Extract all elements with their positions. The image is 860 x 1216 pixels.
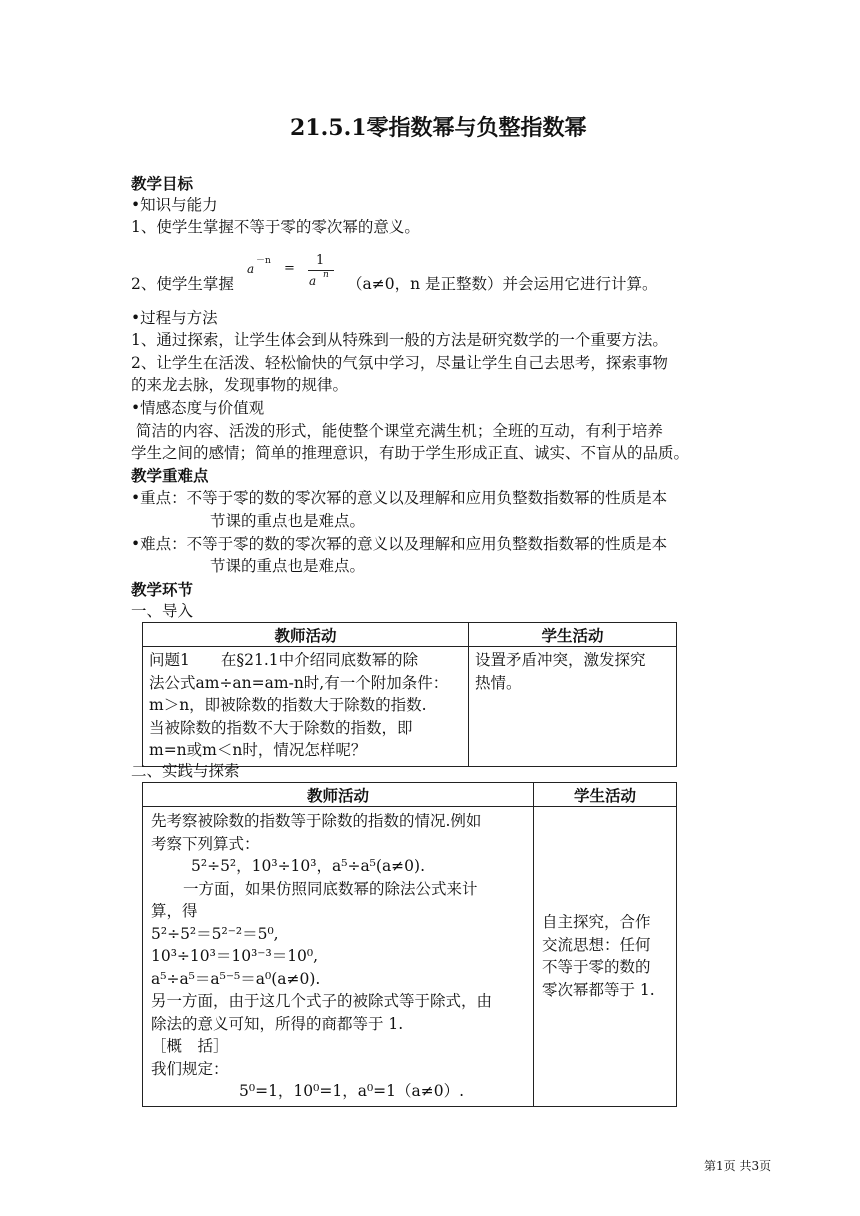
difficulty-line-2: 节课的重点也是难点。	[210, 557, 366, 575]
text-line: 我们规定：	[151, 1059, 229, 1078]
knowledge-item-2-suffix: （a≠0，n 是正整数）并会运用它进行计算。	[347, 275, 658, 293]
focus-line-2: 节课的重点也是难点。	[210, 512, 366, 530]
step-1-label: 一、导入	[131, 602, 194, 620]
formula-denominator-base: a	[309, 274, 317, 288]
formula	[246, 252, 341, 292]
fraction-bar	[308, 270, 334, 271]
text-line: m=n或m＜n时，情况怎样呢？	[149, 741, 367, 759]
teacher-activity-header: 教师活动	[143, 783, 534, 807]
text-line: 考察下列算式：	[151, 834, 260, 853]
table-row	[143, 807, 677, 1107]
teacher-activity-cell	[143, 807, 534, 1107]
focus-line-1: •重点：不等于零的数的零次幂的意义以及理解和应用负整数指数幂的性质是本	[131, 489, 668, 507]
text-line: a⁵÷a⁵＝a⁵⁻⁵＝a⁰(a≠0).	[151, 969, 321, 988]
text-line: 先考察被除数的指数等于除数的指数的情况.例如	[151, 812, 482, 830]
emotion-heading: •情感态度与价值观	[131, 399, 265, 417]
text-line: 当被除数的指数不大于除数的指数，即	[149, 718, 413, 737]
emotion-line-1: 简洁的内容、活泼的形式，能使整个课堂充满生机；全班的互动，有利于培养	[131, 422, 663, 440]
formula-base: a	[247, 262, 255, 276]
text-line: 一方面，如果仿照同底数幂的除法公式来计	[183, 879, 478, 898]
text-line: 零次幂都等于 1.	[542, 980, 655, 999]
student-activity-header: 学生活动	[534, 783, 677, 807]
text-line: m＞n，即被除数的指数大于除数的指数.	[149, 696, 427, 714]
page-title: 21.5.1零指数幂与负整指数幂	[290, 115, 587, 141]
student-activity-cell	[469, 647, 677, 767]
student-activity-header: 学生活动	[469, 623, 677, 647]
text-line: 交流思想：任何	[542, 935, 651, 954]
teacher-activity-cell	[143, 647, 469, 767]
text-line: ［概 括］	[151, 1037, 229, 1055]
formula-numerator: 1	[316, 253, 325, 268]
table-header-row	[143, 623, 677, 647]
formula-denominator-exponent: n	[323, 270, 329, 280]
text-line: 10³÷10³＝10³⁻³＝10⁰,	[151, 947, 319, 965]
text-line: 另一方面，由于这几个式子的被除式等于除式，由	[151, 992, 493, 1010]
table-header-row	[143, 783, 677, 807]
table-row	[143, 647, 677, 767]
text-line: 法公式am÷an=am-n时,有一个附加条件：	[149, 673, 449, 692]
student-activity-cell	[534, 807, 677, 1107]
text-line: 除法的意义可知，所得的商都等于 1.	[151, 1014, 404, 1033]
practice-table	[142, 782, 677, 1107]
text-line: 设置矛盾冲突，激发探究	[475, 651, 646, 669]
knowledge-item-2-prefix: 2、使学生掌握	[131, 275, 234, 293]
formula-equals: =	[284, 261, 295, 276]
text-line: 自主探究，合作	[542, 913, 651, 932]
process-section-heading: 教学环节	[131, 580, 194, 599]
knowledge-heading: •知识与能力	[131, 196, 218, 214]
intro-table	[142, 622, 677, 767]
process-item-2-line-2: 的来龙去脉，发现事物的规律。	[131, 376, 349, 394]
knowledge-item-1: 1、使学生掌握不等于零的零次幂的意义。	[131, 218, 420, 236]
key-points-heading: 教学重难点	[131, 466, 209, 485]
page-number-footer: 第1页 共3页	[704, 1159, 772, 1173]
emotion-line-2: 学生之间的感情；简单的推理意识，有助于学生形成正直、诚实、不盲从的品质。	[131, 444, 690, 462]
text-line: 热情。	[475, 673, 522, 692]
text-line: 问题1 在§21.1中介绍同底数幂的除	[149, 651, 419, 669]
process-item-1: 1、通过探索，让学生体会到从特殊到一般的方法是研究数学的一个重要方法。	[131, 331, 668, 349]
teacher-activity-header: 教师活动	[143, 623, 469, 647]
step-2-label: 二、实践与探索	[131, 762, 240, 780]
formula-exponent: －n	[256, 256, 271, 266]
process-item-2-line-1: 2、让学生在活泼、轻松愉快的气氛中学习，尽量让学生自己去思考，探索事物	[131, 354, 668, 372]
process-heading: •过程与方法	[131, 309, 218, 327]
text-line: 不等于零的数的	[542, 958, 651, 977]
goals-heading: 教学目标	[131, 174, 194, 193]
difficulty-line-1: •难点：不等于零的数的零次幂的意义以及理解和应用负整数指数幂的性质是本	[131, 535, 668, 553]
text-line: 5²÷5²，10³÷10³，a⁵÷a⁵(a≠0).	[191, 857, 426, 875]
text-line: 5²÷5²＝5²⁻²＝5⁰,	[151, 924, 279, 943]
text-line: 5⁰=1，10⁰=1，a⁰=1（a≠0）.	[239, 1082, 465, 1100]
text-line: 算，得	[151, 902, 198, 920]
